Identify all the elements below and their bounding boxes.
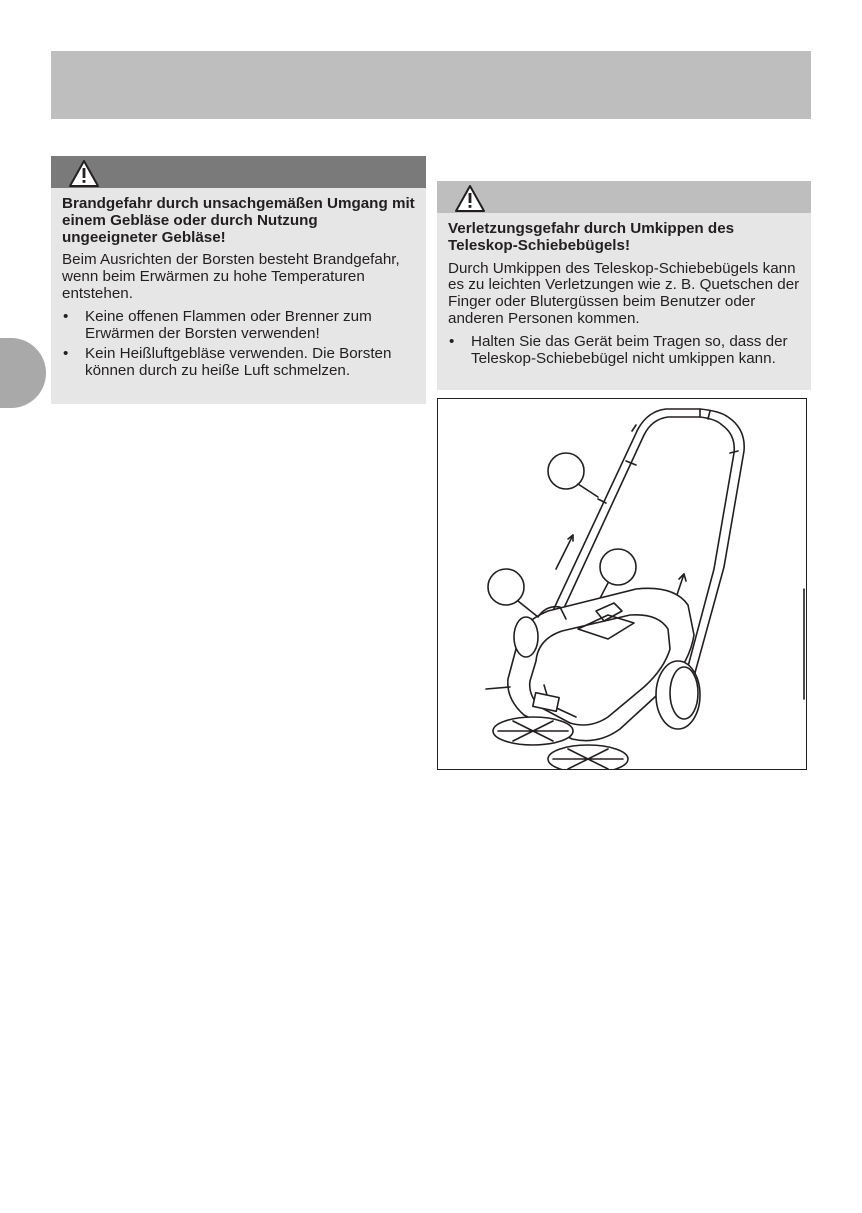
list-item: • Keine offenen Flammen oder Brenner zum Erwärmen der Borsten verwenden! (62, 309, 415, 343)
warning-title: Brandgefahr durch unsachgemäßen Umgang mit einem Gebläse oder durch Nutzung ungeeigneter Gebläse! (62, 195, 415, 246)
warning-text: Beim Ausrichten der Borsten besteht Brandgefahr, wenn beim Erwärmen zu hohe Temperaturen entstehen. (62, 251, 400, 302)
warning-header (51, 156, 426, 188)
warning-header (437, 181, 811, 213)
list-item: • Kein Heißluftgebläse verwenden. Die Borsten können durch zu heiße Luft schmelzen. (62, 346, 415, 380)
warning-title: Verletzungsgefahr durch Umkippen des Teleskop-Schiebebügels! (448, 220, 735, 254)
fire-hazard-warning (51, 156, 426, 404)
list-item: • Halten Sie das Gerät beim Tragen so, dass der Teleskop-Schiebebügel nicht umkippen kann. (448, 334, 800, 368)
warning-list (62, 309, 415, 380)
tipping-hazard-warning (437, 181, 811, 390)
sweeper-illustration (437, 398, 807, 770)
warning-triangle-icon (454, 184, 486, 213)
warning-list (448, 334, 800, 368)
header-bar (51, 51, 811, 119)
warning-text: Durch Umkippen des Teleskop-Schiebebügels kann es zu leichten Verletzungen wie z. B. Quetschen der Finger oder Blutergüssen beim Benutzer oder anderen Personen kommen. (448, 259, 800, 327)
chapter-tab (0, 338, 46, 408)
sweeper-drawing (438, 399, 807, 770)
warning-triangle-icon (68, 159, 100, 188)
